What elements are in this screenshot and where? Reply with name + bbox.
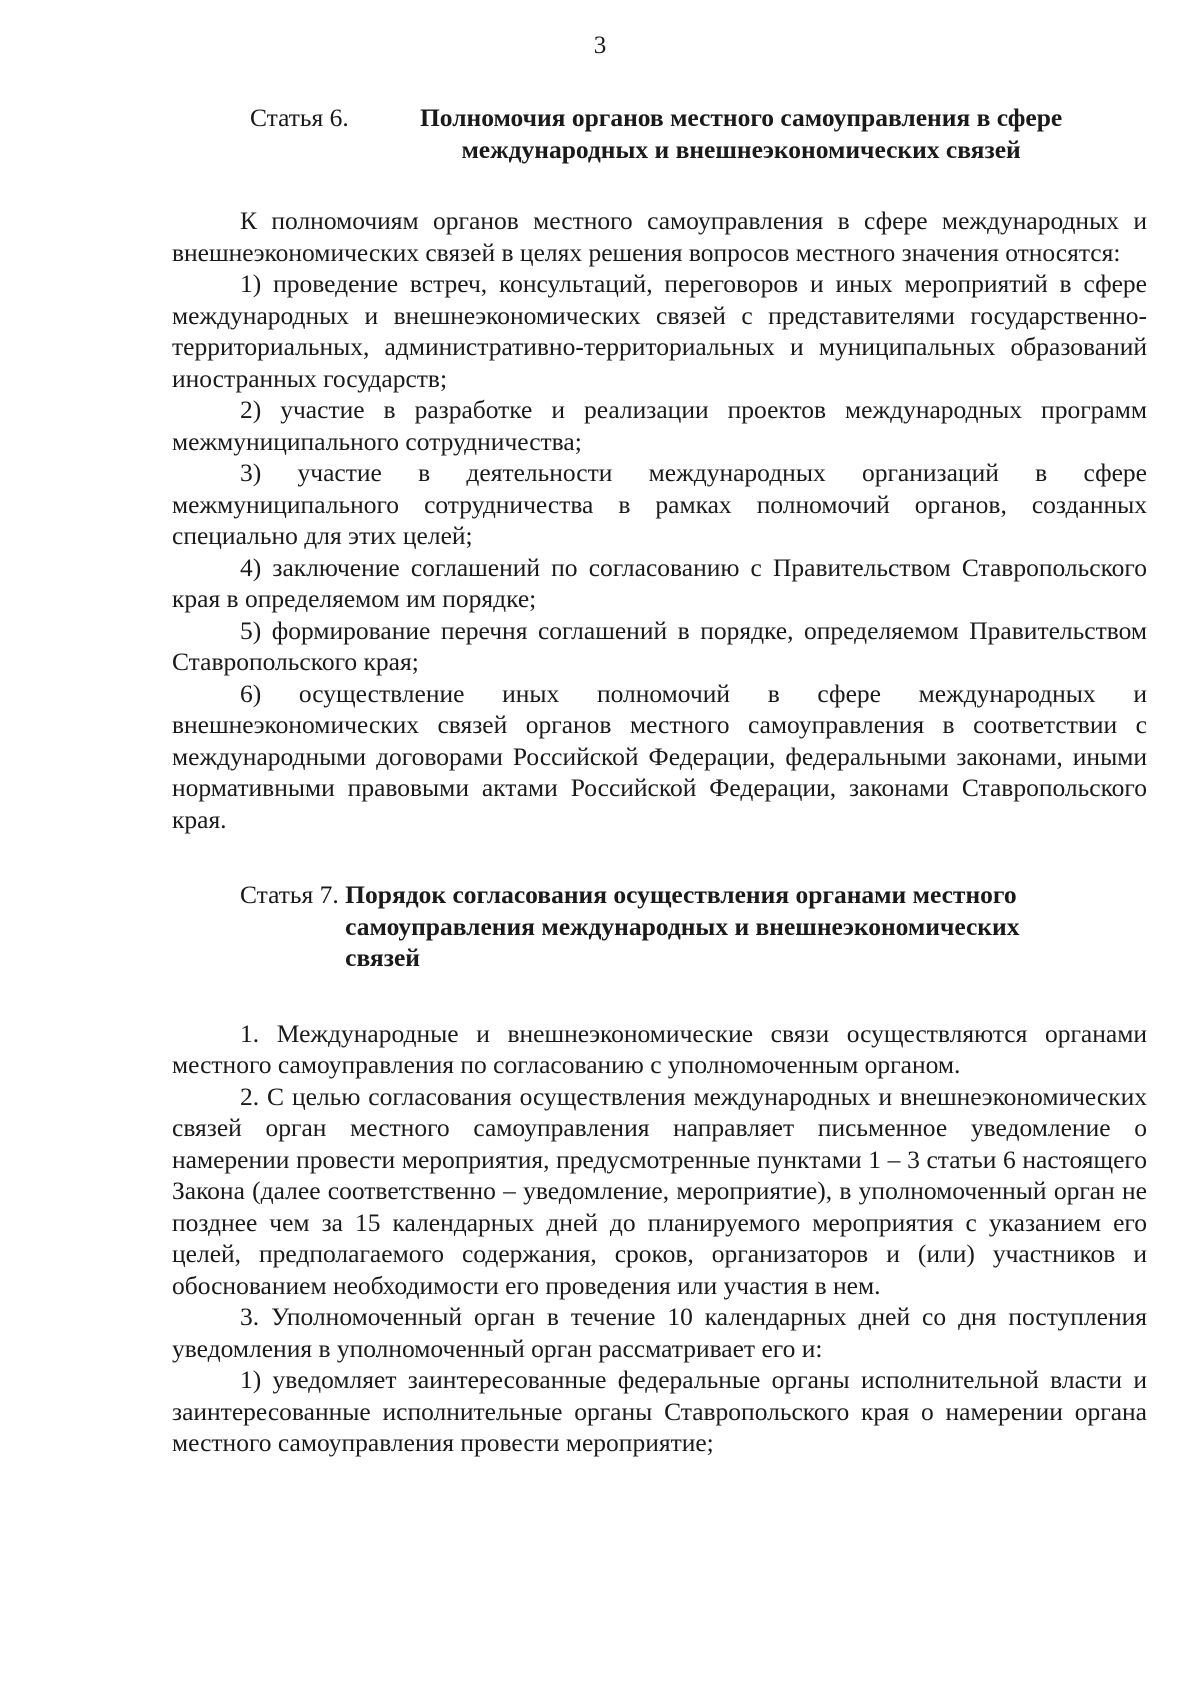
article-6-paragraph: К полномочиям органов местного самоуправления в сфере международных и внешнеэкономических связей в целях решения вопросов местного значения относятся: [172, 206, 1147, 267]
article-7-title: Порядок согласования осуществления органами местного самоуправления международных и внешнеэкономических связей [345, 880, 1020, 972]
article-7-clause-1: 1. Международные и внешнеэкономические связи осуществляются органами местного самоуправления по согласованию с уполномоченным органом. [172, 1018, 1147, 1079]
article-6-item-5: 5) формирование перечня соглашений в порядке, определяемом Правительством Ставропольского края; [172, 615, 1147, 676]
article-7-clause-2: 2. С целью согласования осуществления международных и внешнеэкономических связей орган местного самоуправления направляет письменное уведомление о намерении провести мероприятия, предусмотренные пунктами 1 – 3 статьи 6 настоящего Закона (далее соответственно – уведомление, мероприятие), в уполномоченный орган не позднее чем за 15 календарных дней до планируемого мероприятия с указанием его целей, предполагаемого содержания, сроков, организаторов и (или) участников и обоснованием необходимости его проведения или участия в нем. [172, 1081, 1147, 1300]
article-6-heading [172, 102, 1147, 165]
article-6-item-3: 3) участие в деятельности международных организаций в сфере межмуниципального сотрудничества в рамках полномочий органов, созданных специально для этих целей; [172, 458, 1147, 550]
document-body [172, 102, 1147, 1459]
article-7-label: Статья 7. [240, 880, 346, 909]
article-7-clause-3-item-1: 1) уведомляет заинтересованные федеральные органы исполнительной власти и заинтересованные исполнительные органы Ставропольского края о намерении органа местного самоуправления провести мероприятие; [172, 1365, 1147, 1457]
page-number: 3 [593, 32, 607, 59]
article-7-heading [172, 879, 1147, 974]
article-6-label: Статья 6. [250, 103, 356, 132]
article-6-item-6: 6) осуществление иных полномочий в сфере международных и внешнеэкономических связей органов местного самоуправления в соответствии с международными договорами Российской Федерации, федеральными законами, иными нормативными правовыми актами Российской Федерации, законами Ставропольского края. [172, 678, 1147, 834]
article-6-item-2: 2) участие в разработке и реализации проектов международных программ межмуниципального сотрудничества; [172, 395, 1147, 456]
article-6-title: Полномочия органов местного самоуправления в сфере международных и внешнеэкономических связей [419, 103, 1063, 164]
article-6-item-1: 1) проведение встреч, консультаций, переговоров и иных мероприятий в сфере международных и внешнеэкономических связей с представителями государственно-территориальных, административно-территориальных и муниципальных образований иностранных государств; [172, 269, 1147, 393]
article-7-clause-3: 3. Уполномоченный орган в течение 10 календарных дней со дня поступления уведомления в уполномоченный орган рассматривает его и: [172, 1302, 1147, 1363]
article-6-item-4: 4) заключение соглашений по согласованию с Правительством Ставропольского края в определяемом им порядке; [172, 552, 1147, 613]
